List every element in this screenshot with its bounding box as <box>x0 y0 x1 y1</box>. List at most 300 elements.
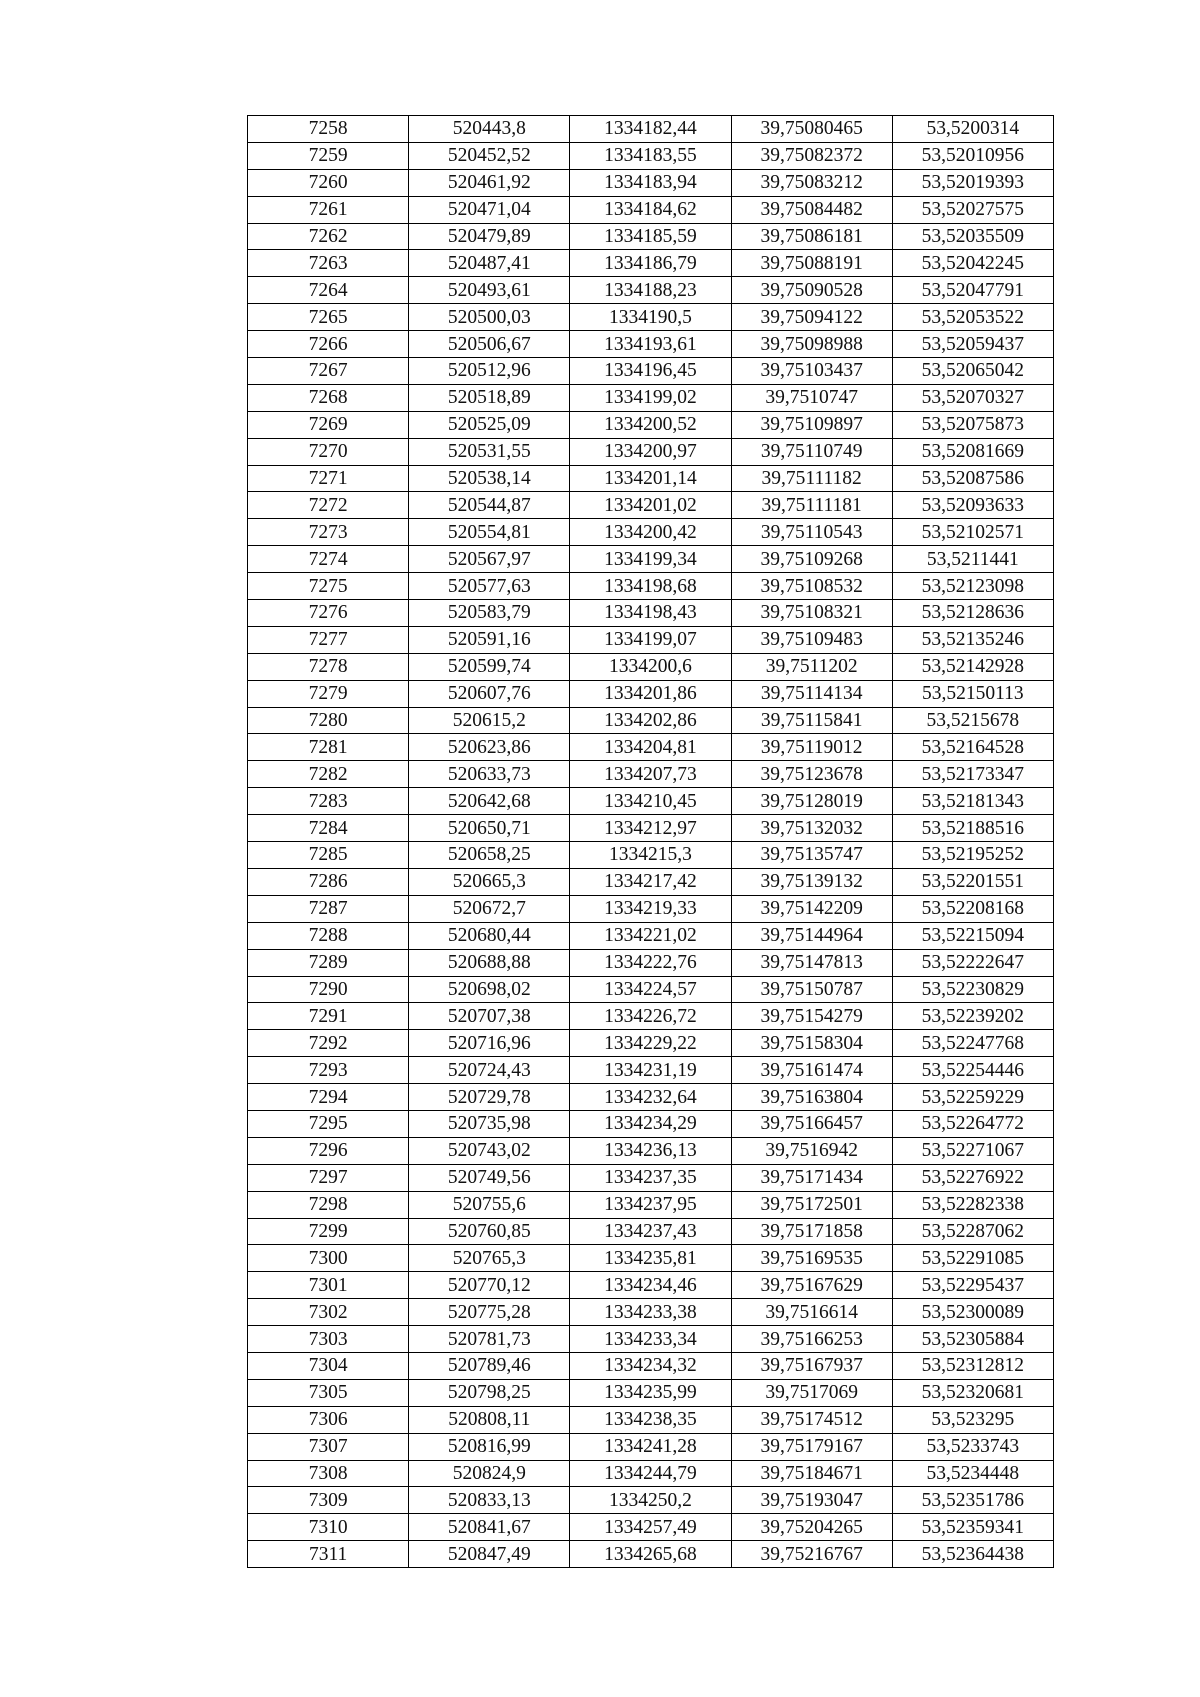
point-number-cell: 7301 <box>248 1272 409 1299</box>
latitude-cell: 39,75132032 <box>731 815 892 842</box>
table-row <box>248 1541 1054 1568</box>
table-row <box>248 1084 1054 1111</box>
table-row <box>248 411 1054 438</box>
x-coordinate-cell: 520554,81 <box>409 519 570 546</box>
point-number-cell: 7287 <box>248 895 409 922</box>
y-coordinate-cell: 1334202,86 <box>570 707 731 734</box>
longitude-cell: 53,52264772 <box>892 1110 1053 1137</box>
longitude-cell: 53,52239202 <box>892 1003 1053 1030</box>
x-coordinate-cell: 520665,3 <box>409 868 570 895</box>
longitude-cell: 53,52320681 <box>892 1379 1053 1406</box>
x-coordinate-cell: 520808,11 <box>409 1406 570 1433</box>
x-coordinate-cell: 520607,76 <box>409 680 570 707</box>
point-number-cell: 7298 <box>248 1191 409 1218</box>
point-number-cell: 7272 <box>248 492 409 519</box>
x-coordinate-cell: 520755,6 <box>409 1191 570 1218</box>
x-coordinate-cell: 520775,28 <box>409 1299 570 1326</box>
latitude-cell: 39,75128019 <box>731 788 892 815</box>
latitude-cell: 39,75111182 <box>731 465 892 492</box>
table-row <box>248 680 1054 707</box>
longitude-cell: 53,52181343 <box>892 788 1053 815</box>
table-row <box>248 1272 1054 1299</box>
latitude-cell: 39,75147813 <box>731 949 892 976</box>
y-coordinate-cell: 1334201,86 <box>570 680 731 707</box>
table-row <box>248 1433 1054 1460</box>
longitude-cell: 53,52087586 <box>892 465 1053 492</box>
longitude-cell: 53,52247768 <box>892 1030 1053 1057</box>
x-coordinate-cell: 520591,16 <box>409 626 570 653</box>
table-row <box>248 1245 1054 1272</box>
point-number-cell: 7266 <box>248 331 409 358</box>
latitude-cell: 39,75135747 <box>731 842 892 869</box>
table-row <box>248 949 1054 976</box>
y-coordinate-cell: 1334232,64 <box>570 1084 731 1111</box>
latitude-cell: 39,75179167 <box>731 1433 892 1460</box>
table-row <box>248 1003 1054 1030</box>
point-number-cell: 7265 <box>248 304 409 331</box>
latitude-cell: 39,75084482 <box>731 196 892 223</box>
x-coordinate-cell: 520512,96 <box>409 358 570 385</box>
x-coordinate-cell: 520461,92 <box>409 169 570 196</box>
longitude-cell: 53,52059437 <box>892 331 1053 358</box>
latitude-cell: 39,75142209 <box>731 895 892 922</box>
x-coordinate-cell: 520471,04 <box>409 196 570 223</box>
point-number-cell: 7273 <box>248 519 409 546</box>
point-number-cell: 7293 <box>248 1057 409 1084</box>
longitude-cell: 53,52282338 <box>892 1191 1053 1218</box>
latitude-cell: 39,75204265 <box>731 1514 892 1541</box>
latitude-cell: 39,75166253 <box>731 1326 892 1353</box>
table-row <box>248 895 1054 922</box>
x-coordinate-cell: 520633,73 <box>409 761 570 788</box>
longitude-cell: 53,52093633 <box>892 492 1053 519</box>
longitude-cell: 53,52188516 <box>892 815 1053 842</box>
table-row <box>248 196 1054 223</box>
point-number-cell: 7302 <box>248 1299 409 1326</box>
latitude-cell: 39,75086181 <box>731 223 892 250</box>
longitude-cell: 53,52081669 <box>892 438 1053 465</box>
table-row <box>248 1110 1054 1137</box>
latitude-cell: 39,75123678 <box>731 761 892 788</box>
longitude-cell: 53,52142928 <box>892 653 1053 680</box>
x-coordinate-cell: 520506,67 <box>409 331 570 358</box>
x-coordinate-cell: 520672,7 <box>409 895 570 922</box>
x-coordinate-cell: 520493,61 <box>409 277 570 304</box>
table-row <box>248 331 1054 358</box>
longitude-cell: 53,52222647 <box>892 949 1053 976</box>
longitude-cell: 53,52070327 <box>892 384 1053 411</box>
y-coordinate-cell: 1334186,79 <box>570 250 731 277</box>
longitude-cell: 53,52291085 <box>892 1245 1053 1272</box>
point-number-cell: 7262 <box>248 223 409 250</box>
longitude-cell: 53,52065042 <box>892 358 1053 385</box>
latitude-cell: 39,75114134 <box>731 680 892 707</box>
point-number-cell: 7291 <box>248 1003 409 1030</box>
y-coordinate-cell: 1334235,99 <box>570 1379 731 1406</box>
y-coordinate-cell: 1334236,13 <box>570 1137 731 1164</box>
point-number-cell: 7300 <box>248 1245 409 1272</box>
longitude-cell: 53,52276922 <box>892 1164 1053 1191</box>
y-coordinate-cell: 1334233,34 <box>570 1326 731 1353</box>
x-coordinate-cell: 520765,3 <box>409 1245 570 1272</box>
y-coordinate-cell: 1334235,81 <box>570 1245 731 1272</box>
table-row <box>248 842 1054 869</box>
y-coordinate-cell: 1334231,19 <box>570 1057 731 1084</box>
latitude-cell: 39,7511202 <box>731 653 892 680</box>
x-coordinate-cell: 520770,12 <box>409 1272 570 1299</box>
y-coordinate-cell: 1334183,94 <box>570 169 731 196</box>
point-number-cell: 7308 <box>248 1460 409 1487</box>
point-number-cell: 7270 <box>248 438 409 465</box>
point-number-cell: 7285 <box>248 842 409 869</box>
latitude-cell: 39,75161474 <box>731 1057 892 1084</box>
table-row <box>248 922 1054 949</box>
table-row <box>248 788 1054 815</box>
table-row <box>248 707 1054 734</box>
x-coordinate-cell: 520642,68 <box>409 788 570 815</box>
longitude-cell: 53,52027575 <box>892 196 1053 223</box>
y-coordinate-cell: 1334234,29 <box>570 1110 731 1137</box>
longitude-cell: 53,52173347 <box>892 761 1053 788</box>
y-coordinate-cell: 1334250,2 <box>570 1487 731 1514</box>
longitude-cell: 53,5215678 <box>892 707 1053 734</box>
latitude-cell: 39,75103437 <box>731 358 892 385</box>
x-coordinate-cell: 520567,97 <box>409 546 570 573</box>
latitude-cell: 39,75169535 <box>731 1245 892 1272</box>
y-coordinate-cell: 1334193,61 <box>570 331 731 358</box>
latitude-cell: 39,75082372 <box>731 142 892 169</box>
point-number-cell: 7264 <box>248 277 409 304</box>
point-number-cell: 7290 <box>248 976 409 1003</box>
table-row <box>248 1218 1054 1245</box>
x-coordinate-cell: 520743,02 <box>409 1137 570 1164</box>
y-coordinate-cell: 1334237,95 <box>570 1191 731 1218</box>
point-number-cell: 7284 <box>248 815 409 842</box>
y-coordinate-cell: 1334241,28 <box>570 1433 731 1460</box>
point-number-cell: 7307 <box>248 1433 409 1460</box>
latitude-cell: 39,75108321 <box>731 600 892 627</box>
coordinates-table <box>247 115 1054 1568</box>
y-coordinate-cell: 1334217,42 <box>570 868 731 895</box>
table-row <box>248 1514 1054 1541</box>
longitude-cell: 53,5233743 <box>892 1433 1053 1460</box>
point-number-cell: 7263 <box>248 250 409 277</box>
x-coordinate-cell: 520650,71 <box>409 815 570 842</box>
longitude-cell: 53,52201551 <box>892 868 1053 895</box>
table-row <box>248 626 1054 653</box>
x-coordinate-cell: 520816,99 <box>409 1433 570 1460</box>
point-number-cell: 7309 <box>248 1487 409 1514</box>
table-row <box>248 573 1054 600</box>
x-coordinate-cell: 520623,86 <box>409 734 570 761</box>
longitude-cell: 53,52271067 <box>892 1137 1053 1164</box>
longitude-cell: 53,52230829 <box>892 976 1053 1003</box>
x-coordinate-cell: 520583,79 <box>409 600 570 627</box>
point-number-cell: 7276 <box>248 600 409 627</box>
table-row <box>248 277 1054 304</box>
point-number-cell: 7299 <box>248 1218 409 1245</box>
x-coordinate-cell: 520729,78 <box>409 1084 570 1111</box>
table-row <box>248 1487 1054 1514</box>
latitude-cell: 39,75083212 <box>731 169 892 196</box>
x-coordinate-cell: 520798,25 <box>409 1379 570 1406</box>
y-coordinate-cell: 1334234,32 <box>570 1352 731 1379</box>
y-coordinate-cell: 1334200,97 <box>570 438 731 465</box>
longitude-cell: 53,523295 <box>892 1406 1053 1433</box>
x-coordinate-cell: 520789,46 <box>409 1352 570 1379</box>
longitude-cell: 53,52351786 <box>892 1487 1053 1514</box>
x-coordinate-cell: 520680,44 <box>409 922 570 949</box>
table-row <box>248 1379 1054 1406</box>
x-coordinate-cell: 520833,13 <box>409 1487 570 1514</box>
y-coordinate-cell: 1334219,33 <box>570 895 731 922</box>
y-coordinate-cell: 1334207,73 <box>570 761 731 788</box>
y-coordinate-cell: 1334183,55 <box>570 142 731 169</box>
point-number-cell: 7286 <box>248 868 409 895</box>
point-number-cell: 7275 <box>248 573 409 600</box>
table-row <box>248 600 1054 627</box>
coordinates-table-body <box>248 116 1054 1568</box>
point-number-cell: 7296 <box>248 1137 409 1164</box>
longitude-cell: 53,52259229 <box>892 1084 1053 1111</box>
longitude-cell: 53,52295437 <box>892 1272 1053 1299</box>
latitude-cell: 39,75119012 <box>731 734 892 761</box>
table-row <box>248 142 1054 169</box>
table-row <box>248 1057 1054 1084</box>
y-coordinate-cell: 1334234,46 <box>570 1272 731 1299</box>
latitude-cell: 39,75163804 <box>731 1084 892 1111</box>
table-row <box>248 1460 1054 1487</box>
table-row <box>248 492 1054 519</box>
table-row <box>248 1030 1054 1057</box>
longitude-cell: 53,52053522 <box>892 304 1053 331</box>
longitude-cell: 53,52164528 <box>892 734 1053 761</box>
y-coordinate-cell: 1334257,49 <box>570 1514 731 1541</box>
longitude-cell: 53,5211441 <box>892 546 1053 573</box>
longitude-cell: 53,52047791 <box>892 277 1053 304</box>
latitude-cell: 39,75109897 <box>731 411 892 438</box>
point-number-cell: 7305 <box>248 1379 409 1406</box>
table-row <box>248 438 1054 465</box>
y-coordinate-cell: 1334238,35 <box>570 1406 731 1433</box>
y-coordinate-cell: 1334221,02 <box>570 922 731 949</box>
x-coordinate-cell: 520724,43 <box>409 1057 570 1084</box>
y-coordinate-cell: 1334215,3 <box>570 842 731 869</box>
x-coordinate-cell: 520443,8 <box>409 116 570 143</box>
y-coordinate-cell: 1334200,6 <box>570 653 731 680</box>
x-coordinate-cell: 520760,85 <box>409 1218 570 1245</box>
point-number-cell: 7281 <box>248 734 409 761</box>
longitude-cell: 53,52035509 <box>892 223 1053 250</box>
latitude-cell: 39,75098988 <box>731 331 892 358</box>
point-number-cell: 7304 <box>248 1352 409 1379</box>
x-coordinate-cell: 520658,25 <box>409 842 570 869</box>
table-row <box>248 1191 1054 1218</box>
latitude-cell: 39,75111181 <box>731 492 892 519</box>
latitude-cell: 39,75166457 <box>731 1110 892 1137</box>
table-row <box>248 1352 1054 1379</box>
point-number-cell: 7292 <box>248 1030 409 1057</box>
table-row <box>248 116 1054 143</box>
x-coordinate-cell: 520487,41 <box>409 250 570 277</box>
latitude-cell: 39,75167629 <box>731 1272 892 1299</box>
x-coordinate-cell: 520698,02 <box>409 976 570 1003</box>
x-coordinate-cell: 520538,14 <box>409 465 570 492</box>
point-number-cell: 7294 <box>248 1084 409 1111</box>
y-coordinate-cell: 1334237,43 <box>570 1218 731 1245</box>
x-coordinate-cell: 520716,96 <box>409 1030 570 1057</box>
y-coordinate-cell: 1334190,5 <box>570 304 731 331</box>
y-coordinate-cell: 1334199,07 <box>570 626 731 653</box>
latitude-cell: 39,75139132 <box>731 868 892 895</box>
longitude-cell: 53,52215094 <box>892 922 1053 949</box>
latitude-cell: 39,75184671 <box>731 1460 892 1487</box>
y-coordinate-cell: 1334244,79 <box>570 1460 731 1487</box>
latitude-cell: 39,75150787 <box>731 976 892 1003</box>
latitude-cell: 39,75115841 <box>731 707 892 734</box>
y-coordinate-cell: 1334182,44 <box>570 116 731 143</box>
latitude-cell: 39,75090528 <box>731 277 892 304</box>
point-number-cell: 7288 <box>248 922 409 949</box>
y-coordinate-cell: 1334265,68 <box>570 1541 731 1568</box>
y-coordinate-cell: 1334196,45 <box>570 358 731 385</box>
table-row <box>248 223 1054 250</box>
y-coordinate-cell: 1334229,22 <box>570 1030 731 1057</box>
longitude-cell: 53,52135246 <box>892 626 1053 653</box>
latitude-cell: 39,75088191 <box>731 250 892 277</box>
table-row <box>248 519 1054 546</box>
latitude-cell: 39,7517069 <box>731 1379 892 1406</box>
table-row <box>248 868 1054 895</box>
latitude-cell: 39,75171858 <box>731 1218 892 1245</box>
x-coordinate-cell: 520688,88 <box>409 949 570 976</box>
point-number-cell: 7289 <box>248 949 409 976</box>
y-coordinate-cell: 1334212,97 <box>570 815 731 842</box>
table-row <box>248 1164 1054 1191</box>
table-row <box>248 815 1054 842</box>
point-number-cell: 7267 <box>248 358 409 385</box>
x-coordinate-cell: 520599,74 <box>409 653 570 680</box>
latitude-cell: 39,75167937 <box>731 1352 892 1379</box>
y-coordinate-cell: 1334201,02 <box>570 492 731 519</box>
longitude-cell: 53,52075873 <box>892 411 1053 438</box>
latitude-cell: 39,75110543 <box>731 519 892 546</box>
x-coordinate-cell: 520749,56 <box>409 1164 570 1191</box>
x-coordinate-cell: 520500,03 <box>409 304 570 331</box>
point-number-cell: 7271 <box>248 465 409 492</box>
longitude-cell: 53,52123098 <box>892 573 1053 600</box>
longitude-cell: 53,52208168 <box>892 895 1053 922</box>
point-number-cell: 7268 <box>248 384 409 411</box>
latitude-cell: 39,75109268 <box>731 546 892 573</box>
table-row <box>248 358 1054 385</box>
table-row <box>248 1406 1054 1433</box>
longitude-cell: 53,52128636 <box>892 600 1053 627</box>
x-coordinate-cell: 520531,55 <box>409 438 570 465</box>
longitude-cell: 53,52364438 <box>892 1541 1053 1568</box>
y-coordinate-cell: 1334226,72 <box>570 1003 731 1030</box>
latitude-cell: 39,75108532 <box>731 573 892 600</box>
y-coordinate-cell: 1334198,68 <box>570 573 731 600</box>
y-coordinate-cell: 1334188,23 <box>570 277 731 304</box>
y-coordinate-cell: 1334185,59 <box>570 223 731 250</box>
longitude-cell: 53,52305884 <box>892 1326 1053 1353</box>
point-number-cell: 7279 <box>248 680 409 707</box>
table-row <box>248 1299 1054 1326</box>
x-coordinate-cell: 520824,9 <box>409 1460 570 1487</box>
latitude-cell: 39,75144964 <box>731 922 892 949</box>
latitude-cell: 39,75094122 <box>731 304 892 331</box>
longitude-cell: 53,52150113 <box>892 680 1053 707</box>
longitude-cell: 53,52102571 <box>892 519 1053 546</box>
longitude-cell: 53,52287062 <box>892 1218 1053 1245</box>
y-coordinate-cell: 1334201,14 <box>570 465 731 492</box>
longitude-cell: 53,52042245 <box>892 250 1053 277</box>
latitude-cell: 39,7516614 <box>731 1299 892 1326</box>
y-coordinate-cell: 1334233,38 <box>570 1299 731 1326</box>
y-coordinate-cell: 1334200,52 <box>570 411 731 438</box>
x-coordinate-cell: 520735,98 <box>409 1110 570 1137</box>
x-coordinate-cell: 520452,52 <box>409 142 570 169</box>
latitude-cell: 39,75080465 <box>731 116 892 143</box>
x-coordinate-cell: 520847,49 <box>409 1541 570 1568</box>
point-number-cell: 7274 <box>248 546 409 573</box>
y-coordinate-cell: 1334204,81 <box>570 734 731 761</box>
point-number-cell: 7283 <box>248 788 409 815</box>
table-row <box>248 304 1054 331</box>
point-number-cell: 7282 <box>248 761 409 788</box>
latitude-cell: 39,7510747 <box>731 384 892 411</box>
x-coordinate-cell: 520781,73 <box>409 1326 570 1353</box>
x-coordinate-cell: 520841,67 <box>409 1514 570 1541</box>
point-number-cell: 7259 <box>248 142 409 169</box>
y-coordinate-cell: 1334199,34 <box>570 546 731 573</box>
table-row <box>248 169 1054 196</box>
table-row <box>248 546 1054 573</box>
point-number-cell: 7295 <box>248 1110 409 1137</box>
latitude-cell: 39,75216767 <box>731 1541 892 1568</box>
x-coordinate-cell: 520518,89 <box>409 384 570 411</box>
table-row <box>248 465 1054 492</box>
table-row <box>248 976 1054 1003</box>
table-row <box>248 1326 1054 1353</box>
x-coordinate-cell: 520544,87 <box>409 492 570 519</box>
x-coordinate-cell: 520577,63 <box>409 573 570 600</box>
point-number-cell: 7297 <box>248 1164 409 1191</box>
point-number-cell: 7280 <box>248 707 409 734</box>
table-row <box>248 1137 1054 1164</box>
table-row <box>248 653 1054 680</box>
x-coordinate-cell: 520707,38 <box>409 1003 570 1030</box>
latitude-cell: 39,75174512 <box>731 1406 892 1433</box>
longitude-cell: 53,52010956 <box>892 142 1053 169</box>
x-coordinate-cell: 520615,2 <box>409 707 570 734</box>
longitude-cell: 53,52254446 <box>892 1057 1053 1084</box>
y-coordinate-cell: 1334184,62 <box>570 196 731 223</box>
latitude-cell: 39,75193047 <box>731 1487 892 1514</box>
latitude-cell: 39,75154279 <box>731 1003 892 1030</box>
point-number-cell: 7277 <box>248 626 409 653</box>
longitude-cell: 53,52312812 <box>892 1352 1053 1379</box>
y-coordinate-cell: 1334237,35 <box>570 1164 731 1191</box>
point-number-cell: 7269 <box>248 411 409 438</box>
table-row <box>248 734 1054 761</box>
y-coordinate-cell: 1334200,42 <box>570 519 731 546</box>
longitude-cell: 53,52359341 <box>892 1514 1053 1541</box>
longitude-cell: 53,5234448 <box>892 1460 1053 1487</box>
table-row <box>248 384 1054 411</box>
point-number-cell: 7310 <box>248 1514 409 1541</box>
